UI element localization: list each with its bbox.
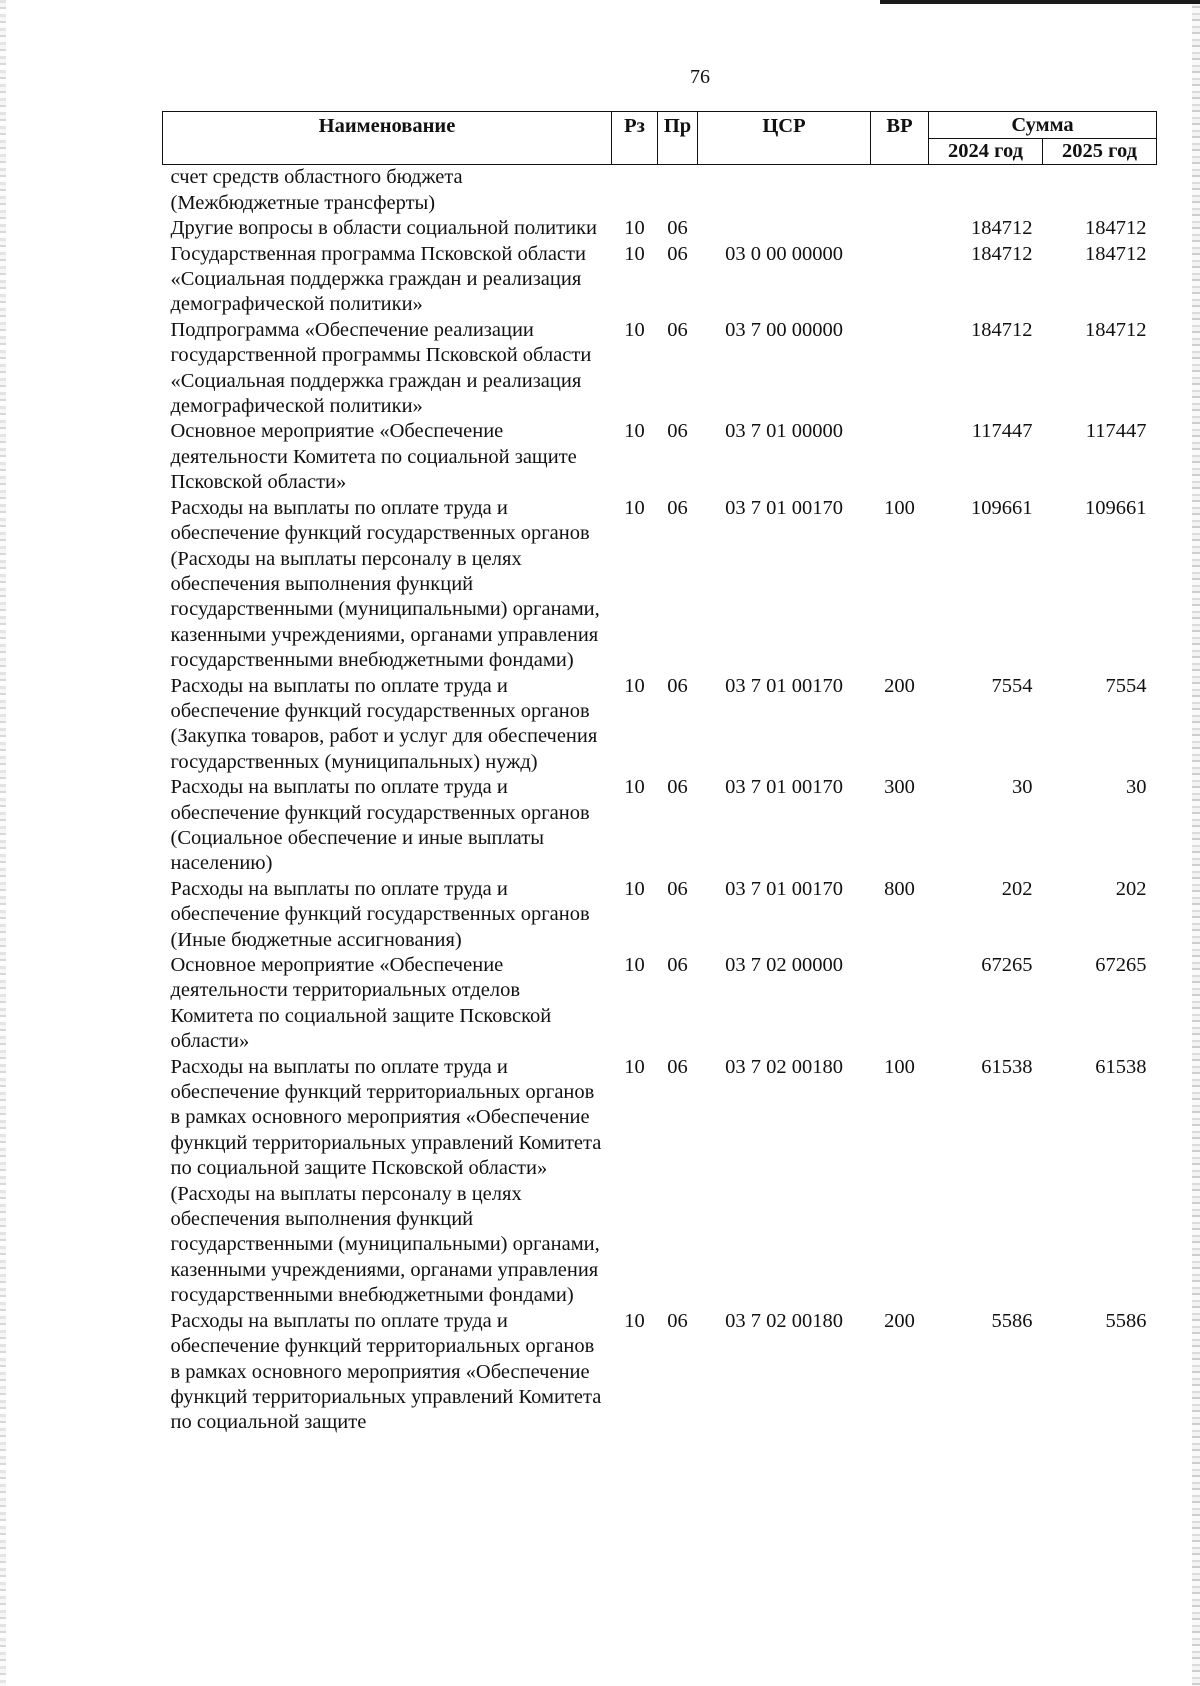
cell-sum-2024: 184712 — [971, 318, 1033, 341]
cell-csr — [698, 216, 871, 241]
cell-sum-2025: 184712 — [1085, 217, 1147, 240]
cell-vr: 800 — [884, 877, 915, 900]
cell-name: Основное мероприятие «Обеспечение деятельности Комитета по социальной защите Псковской области» — [170, 420, 577, 494]
cell-rz: 10 — [624, 420, 645, 443]
table-row — [163, 775, 1157, 877]
header-pr: Пр — [658, 112, 698, 165]
cell-name: Подпрограмма «Обеспечение реализации государственной программы Псковской области «Социальная поддержка граждан и реализация демографической политики» — [170, 318, 592, 418]
table-row — [163, 165, 1157, 216]
table-header — [163, 112, 1157, 165]
cell-vr — [871, 242, 929, 318]
cell-pr: 06 — [667, 420, 688, 443]
cell-vr — [871, 165, 929, 216]
header-year-2025: 2025 год — [1043, 139, 1157, 165]
cell-pr: 06 — [667, 776, 688, 799]
cell-pr: 06 — [667, 954, 688, 976]
cell-sum-2024: 7554 — [991, 674, 1033, 697]
header-year-2024: 2024 год — [929, 139, 1043, 165]
cell-csr: 03 0 00 00000 — [725, 242, 843, 265]
cell-sum-2025: 30 — [1126, 776, 1147, 799]
cell-name: Расходы на выплаты по оплате труда и обеспечение функций государственных органов (Иные бюджетные ассигнования) — [170, 877, 590, 951]
table-row — [163, 877, 1157, 953]
cell-csr: 03 7 02 00000 — [725, 954, 843, 976]
cell-name: Расходы на выплаты по оплате труда и обеспечение функций государственных органов (Закупка товаров, работ и услуг для обеспечения государственных (муниципальных) нужд) — [170, 674, 598, 773]
cell-csr — [698, 165, 871, 216]
cell-vr — [871, 953, 929, 1055]
cell-sum-2024: 67265 — [981, 954, 1033, 976]
cell-sum-2025: 184712 — [1085, 242, 1147, 265]
cell-sum-2025: 109661 — [1085, 496, 1147, 519]
cell-csr: 03 7 01 00170 — [725, 776, 843, 799]
cell-sum-2024: 184712 — [971, 242, 1033, 265]
cell-name: Основное мероприятие «Обеспечение деятельности территориальных отделов Комитета по социальной защите Псковской области» — [170, 954, 552, 1053]
cell-pr — [658, 165, 698, 216]
page-number: 76 — [690, 66, 710, 88]
cell-sum-2024: 109661 — [971, 496, 1033, 519]
table-row — [163, 1055, 1157, 1309]
cell-name: Расходы на выплаты по оплате труда и обеспечение функций государственных органов (Социальное обеспечение и иные выплаты населению) — [170, 776, 590, 875]
cell-sum-2025: 7554 — [1105, 674, 1147, 697]
cell-csr: 03 7 00 00000 — [725, 318, 843, 341]
cell-csr: 03 7 02 00180 — [725, 1055, 843, 1078]
cell-name: Расходы на выплаты по оплате труда и обеспечение функций территориальных органов в рамках основного мероприятия «Обеспечение функций территориальных управлений Комитета по социальной защите — [170, 1309, 602, 1434]
cell-pr: 06 — [667, 242, 688, 265]
cell-pr: 06 — [667, 1055, 688, 1078]
cell-name: Государственная программа Псковской области «Социальная поддержка граждан и реализация демографической политики» — [170, 242, 586, 316]
table-row — [163, 674, 1157, 776]
cell-rz: 10 — [624, 217, 645, 240]
cell-csr: 03 7 01 00170 — [725, 496, 843, 519]
cell-sum-2024: 117447 — [971, 420, 1033, 443]
cell-csr: 03 7 01 00000 — [725, 420, 843, 443]
cell-pr: 06 — [667, 217, 688, 240]
cell-pr: 06 — [667, 1309, 688, 1332]
table-row — [163, 216, 1157, 241]
cell-rz: 10 — [624, 318, 645, 341]
budget-table-wrapper — [162, 111, 1156, 1436]
cell-rz: 10 — [624, 1055, 645, 1078]
cell-rz: 10 — [624, 954, 645, 976]
cell-rz: 10 — [624, 877, 645, 900]
cell-rz: 10 — [624, 242, 645, 265]
cell-vr: 300 — [884, 776, 915, 799]
cell-rz: 10 — [624, 776, 645, 799]
header-rz: Рз — [612, 112, 658, 165]
table-row — [163, 1309, 1157, 1436]
cell-vr: 100 — [884, 1055, 915, 1078]
header-name: Наименование — [163, 112, 612, 165]
cell-pr: 06 — [667, 496, 688, 519]
cell-name: Расходы на выплаты по оплате труда и обеспечение функций территориальных органов в рамках основного мероприятия «Обеспечение функций территориальных управлений Комитета по социальной защите Псковской области» (Расходы на выплаты персоналу в целях обеспечения выполнения функций государственными (муниципальными) органами, казенными учреждениями, органами управления государственными внебюджетными фондами) — [170, 1055, 602, 1307]
cell-sum-2024: 184712 — [971, 217, 1033, 240]
cell-sum-2024: 30 — [1012, 776, 1033, 799]
cell-pr: 06 — [667, 674, 688, 697]
table-row — [163, 318, 1157, 420]
header-csr: ЦСР — [698, 112, 871, 165]
cell-csr: 03 7 02 00180 — [725, 1309, 843, 1332]
cell-sum-2025: 5586 — [1105, 1309, 1147, 1332]
header-sum: Сумма — [929, 112, 1157, 139]
cell-vr — [871, 419, 929, 495]
cell-vr — [871, 216, 929, 241]
table-row — [163, 242, 1157, 318]
cell-name: счет средств областного бюджета (Межбюджетные трансферты) — [170, 166, 463, 214]
table-row — [163, 419, 1157, 495]
cell-name: Расходы на выплаты по оплате труда и обеспечение функций государственных органов (Расходы на выплаты персоналу в целях обеспечения выполнения функций государственными (муниципальными) органами, казенными учреждениями, органами управления государственными внебюджетными фондами) — [170, 496, 600, 672]
cell-sum-2024 — [929, 165, 1043, 216]
cell-pr: 06 — [667, 318, 688, 341]
cell-sum-2025 — [1043, 165, 1157, 216]
cell-sum-2024: 5586 — [991, 1309, 1033, 1332]
header-vr: ВР — [871, 112, 929, 165]
table-row — [163, 496, 1157, 674]
scan-top-line — [880, 0, 1200, 4]
cell-vr: 200 — [884, 1309, 915, 1332]
cell-rz: 10 — [624, 674, 645, 697]
cell-sum-2025: 67265 — [1095, 954, 1147, 976]
cell-rz: 10 — [624, 496, 645, 519]
cell-rz — [612, 165, 658, 216]
cell-vr — [871, 318, 929, 420]
cell-sum-2025: 117447 — [1085, 420, 1147, 443]
scan-edge-left — [0, 0, 6, 1686]
cell-sum-2025: 184712 — [1085, 318, 1147, 341]
cell-sum-2025: 202 — [1115, 877, 1147, 900]
scan-edge-right — [1192, 0, 1200, 1686]
table-body — [163, 165, 1157, 1436]
cell-vr: 100 — [884, 496, 915, 519]
cell-pr: 06 — [667, 877, 688, 900]
budget-table — [162, 111, 1157, 1436]
cell-rz: 10 — [624, 1309, 645, 1332]
cell-vr: 200 — [884, 674, 915, 697]
cell-csr: 03 7 01 00170 — [725, 877, 843, 900]
cell-sum-2025: 61538 — [1095, 1055, 1147, 1078]
cell-csr: 03 7 01 00170 — [725, 674, 843, 697]
cell-name: Другие вопросы в области социальной политики — [170, 217, 598, 240]
table-row — [163, 953, 1157, 1055]
cell-sum-2024: 61538 — [981, 1055, 1033, 1078]
cell-sum-2024: 202 — [1001, 877, 1033, 900]
